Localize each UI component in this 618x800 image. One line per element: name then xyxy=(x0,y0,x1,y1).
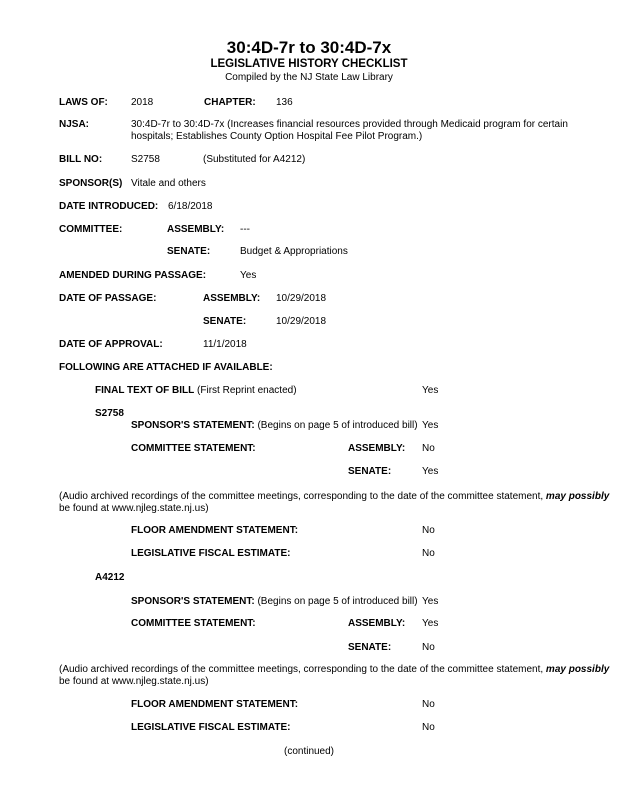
s2758-committee-assembly-label: ASSEMBLY: xyxy=(348,443,406,454)
passage-label: DATE OF PASSAGE: xyxy=(59,293,157,304)
a4212-audio-line1 xyxy=(59,664,609,675)
a4212-audio-line2: be found at www.njleg.state.nj.us) xyxy=(59,676,209,687)
s2758-committee-senate-label: SENATE: xyxy=(348,466,392,477)
laws-of-value: 2018 xyxy=(131,97,154,108)
a4212-sponsor-row xyxy=(131,596,418,607)
chapter-value: 136 xyxy=(276,97,293,108)
s2758-sponsor-value: Yes xyxy=(422,420,439,431)
a4212-committee-assembly-label: ASSEMBLY: xyxy=(348,618,406,629)
s2758-audio-text: (Audio archived recordings of the committee meetings, corresponding to the date of the committee statement, xyxy=(59,491,546,502)
a4212-sponsor-note: (Begins on page 5 of introduced bill) xyxy=(257,596,418,607)
a4212-fiscal-label: LEGISLATIVE FISCAL ESTIMATE: xyxy=(131,722,291,733)
bill-no-note: (Substituted for A4212) xyxy=(203,154,306,165)
a4212-floor-value: No xyxy=(422,699,435,710)
page-subtitle: LEGISLATIVE HISTORY CHECKLIST xyxy=(210,58,408,70)
final-text-label: FINAL TEXT OF BILL xyxy=(95,385,195,396)
a4212-committee-assembly-value: Yes xyxy=(422,618,439,629)
njsa-line2: hospitals; Establishes County Option Hospital Fee Pilot Program.) xyxy=(131,131,423,142)
s2758-sponsor-row xyxy=(131,420,418,431)
compiled-by: Compiled by the NJ State Law Library xyxy=(225,72,393,83)
bill-no-value: S2758 xyxy=(131,154,160,165)
passage-senate-value: 10/29/2018 xyxy=(276,316,327,327)
a4212-committee-senate-value: No xyxy=(422,642,435,653)
a4212-heading: A4212 xyxy=(95,572,125,583)
s2758-fiscal-label: LEGISLATIVE FISCAL ESTIMATE: xyxy=(131,548,291,559)
s2758-sponsor-note: (Begins on page 5 of introduced bill) xyxy=(257,420,418,431)
approval-label: DATE OF APPROVAL: xyxy=(59,339,163,350)
s2758-audio-emphasis: may possibly xyxy=(545,491,610,502)
committee-label: COMMITTEE: xyxy=(59,224,123,235)
s2758-floor-label: FLOOR AMENDMENT STATEMENT: xyxy=(131,525,299,536)
s2758-audio-line1 xyxy=(59,491,609,502)
passage-senate-label: SENATE: xyxy=(203,316,247,327)
final-text-value: Yes xyxy=(422,385,439,396)
sponsors-value: Vitale and others xyxy=(131,178,206,189)
s2758-fiscal-value: No xyxy=(422,548,435,559)
final-text-row xyxy=(95,385,297,396)
final-text-note: (First Reprint enacted) xyxy=(197,385,297,396)
approval-value: 11/1/2018 xyxy=(203,339,247,350)
date-introduced-value: 6/18/2018 xyxy=(168,201,213,212)
s2758-heading: S2758 xyxy=(95,408,124,419)
njsa-label: NJSA: xyxy=(59,119,90,130)
sponsors-label: SPONSOR(S) xyxy=(59,178,123,189)
a4212-audio-text: (Audio archived recordings of the committee meetings, corresponding to the date of the committee statement, xyxy=(59,664,546,675)
page-title: 30:4D-7r to 30:4D-7x xyxy=(226,38,392,57)
attached-heading: FOLLOWING ARE ATTACHED IF AVAILABLE: xyxy=(59,362,273,373)
a4212-floor-label: FLOOR AMENDMENT STATEMENT: xyxy=(131,699,299,710)
njsa-line1: 30:4D-7r to 30:4D-7x (Increases financial resources provided through Medicaid program for certain xyxy=(131,119,568,130)
a4212-sponsor-value: Yes xyxy=(422,596,439,607)
s2758-committee-label: COMMITTEE STATEMENT: xyxy=(131,443,256,454)
passage-assembly-value: 10/29/2018 xyxy=(276,293,327,304)
a4212-committee-label: COMMITTEE STATEMENT: xyxy=(131,618,256,629)
amended-value: Yes xyxy=(240,270,257,281)
laws-of-label: LAWS OF: xyxy=(59,97,108,108)
committee-assembly-label: ASSEMBLY: xyxy=(167,224,225,235)
bill-no-label: BILL NO: xyxy=(59,154,103,165)
s2758-sponsor-label: SPONSOR'S STATEMENT: xyxy=(131,420,255,431)
passage-assembly-label: ASSEMBLY: xyxy=(203,293,261,304)
committee-senate-value: Budget & Appropriations xyxy=(240,246,348,257)
a4212-sponsor-label: SPONSOR'S STATEMENT: xyxy=(131,596,255,607)
committee-assembly-value: --- xyxy=(240,224,250,235)
amended-label: AMENDED DURING PASSAGE: xyxy=(59,270,207,281)
committee-senate-label: SENATE: xyxy=(167,246,211,257)
continued-note: (continued) xyxy=(283,746,335,757)
a4212-audio-emphasis: may possibly xyxy=(545,664,610,675)
a4212-committee-senate-label: SENATE: xyxy=(348,642,392,653)
date-introduced-label: DATE INTRODUCED: xyxy=(59,201,159,212)
chapter-label: CHAPTER: xyxy=(204,97,256,108)
s2758-committee-senate-value: Yes xyxy=(422,466,439,477)
s2758-committee-assembly-value: No xyxy=(422,443,435,454)
s2758-audio-line2: be found at www.njleg.state.nj.us) xyxy=(59,503,209,514)
s2758-floor-value: No xyxy=(422,525,435,536)
a4212-fiscal-value: No xyxy=(422,722,435,733)
